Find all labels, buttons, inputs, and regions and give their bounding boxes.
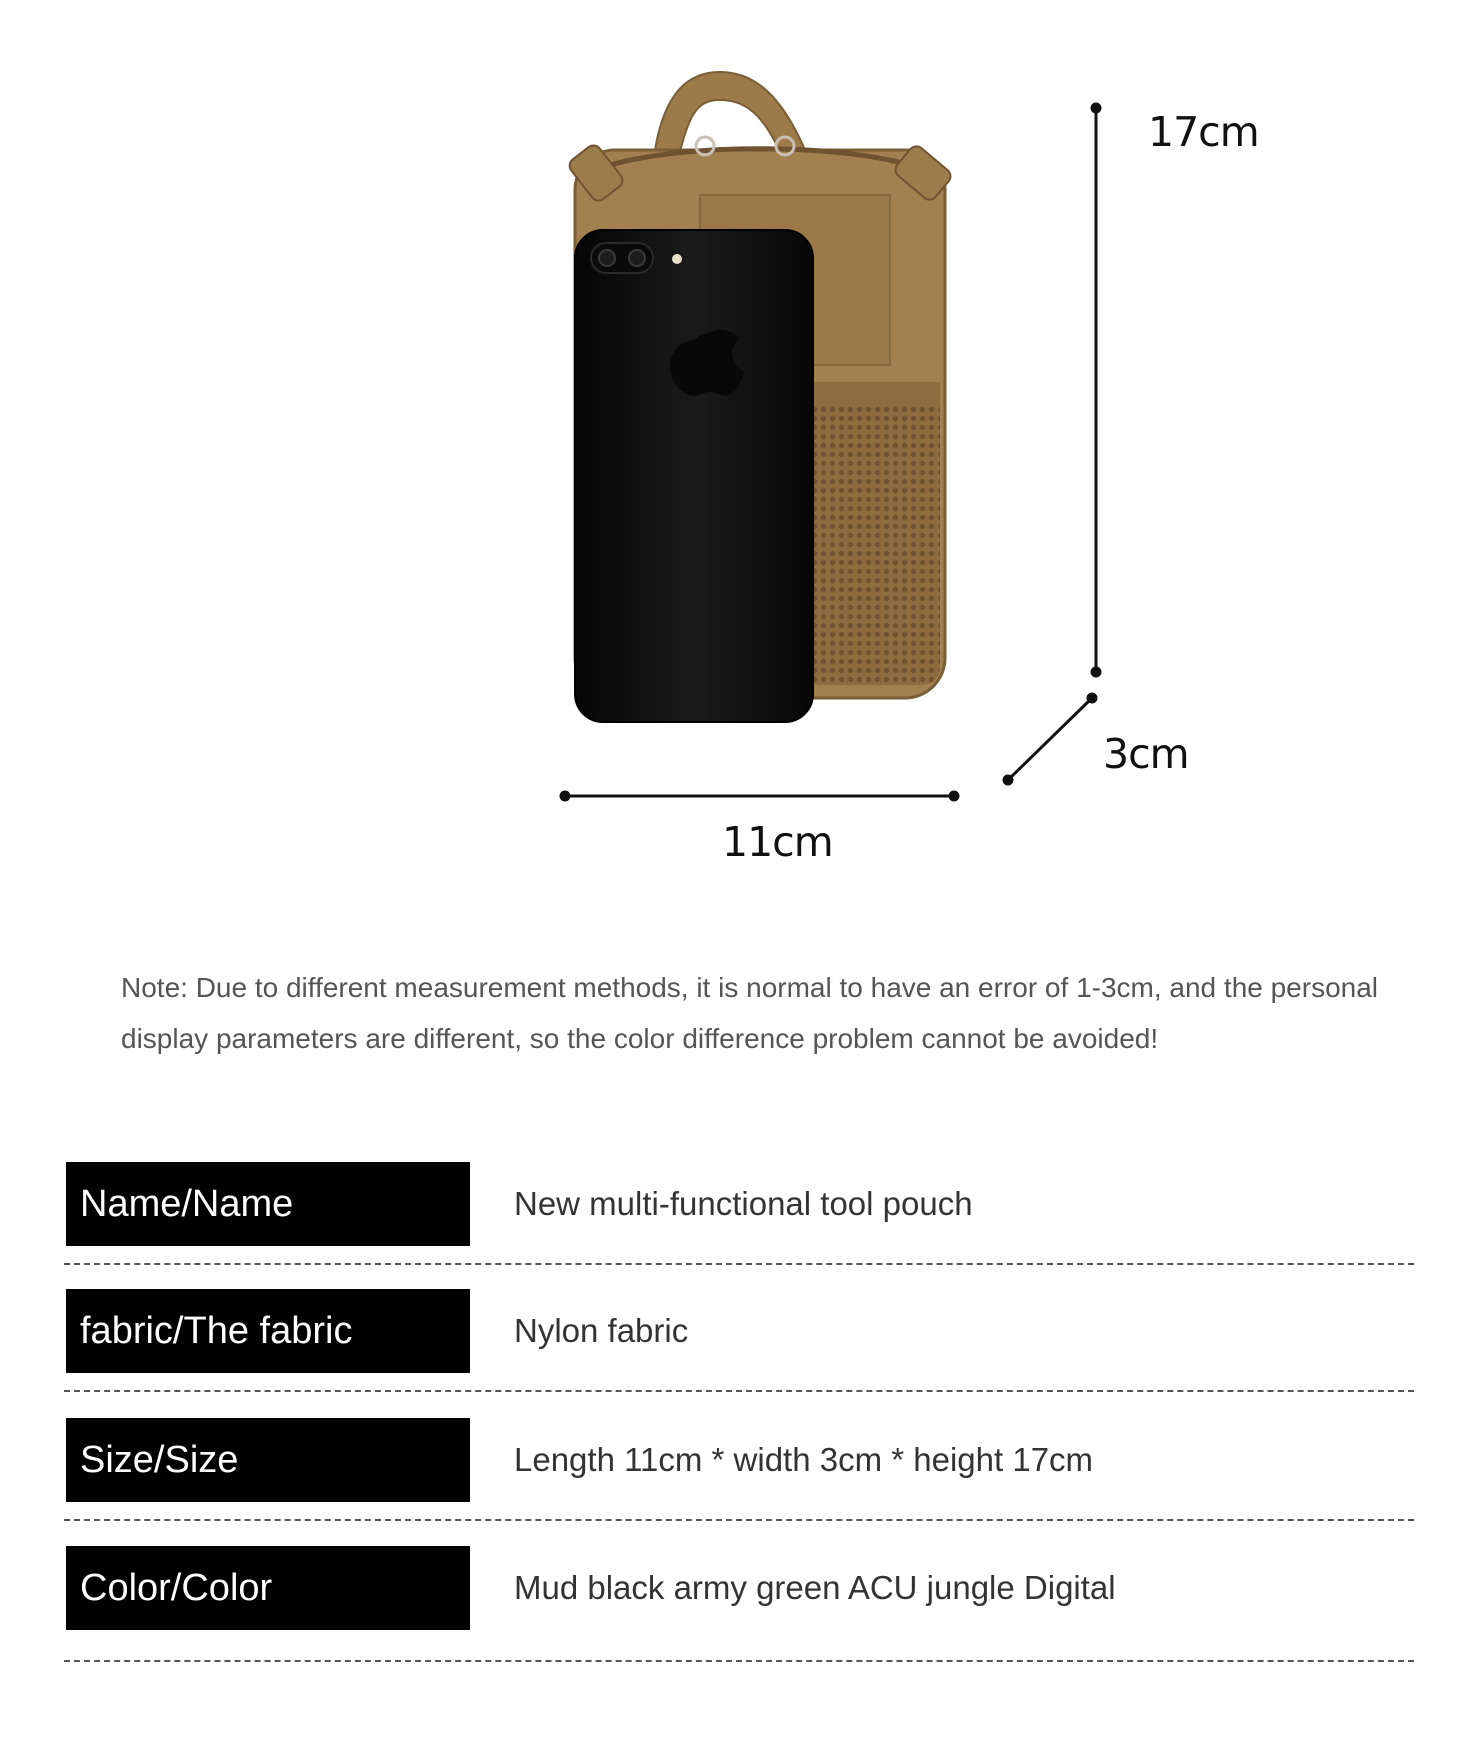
spec-row-color xyxy=(64,1546,1414,1676)
spec-label: Name/Name xyxy=(66,1162,470,1246)
phone-image xyxy=(575,230,813,722)
divider xyxy=(64,1519,1414,1521)
spec-label: Color/Color xyxy=(66,1546,470,1630)
spec-value: New multi-functional tool pouch xyxy=(514,1185,973,1222)
width-dimension-line xyxy=(561,792,958,800)
spec-label: fabric/The fabric xyxy=(66,1289,470,1373)
height-dimension-label: 17cm xyxy=(1148,108,1259,156)
spec-row-name xyxy=(64,1162,1414,1292)
measurement-note: Note: Due to different measurement methods, it is normal to have an error of 1-3cm, and the personal display parameters are different, so the color difference problem cannot be avoided! xyxy=(121,972,1379,1054)
spec-label: Size/Size xyxy=(66,1418,470,1502)
width-dimension-label: 11cm xyxy=(722,818,833,866)
depth-dimension-label: 3cm xyxy=(1103,730,1189,778)
divider xyxy=(64,1390,1414,1392)
pouch-handle xyxy=(655,72,805,152)
spec-row-fabric xyxy=(64,1289,1414,1419)
spec-value: Length 11cm * width 3cm * height 17cm xyxy=(514,1441,1094,1478)
spec-value: Mud black army green ACU jungle Digital xyxy=(514,1569,1116,1606)
spec-row-size xyxy=(64,1418,1414,1548)
depth-dimension-line xyxy=(1004,694,1096,784)
divider xyxy=(64,1660,1414,1662)
height-dimension-line xyxy=(1092,104,1100,676)
spec-value: Nylon fabric xyxy=(514,1312,689,1349)
divider xyxy=(64,1263,1414,1265)
